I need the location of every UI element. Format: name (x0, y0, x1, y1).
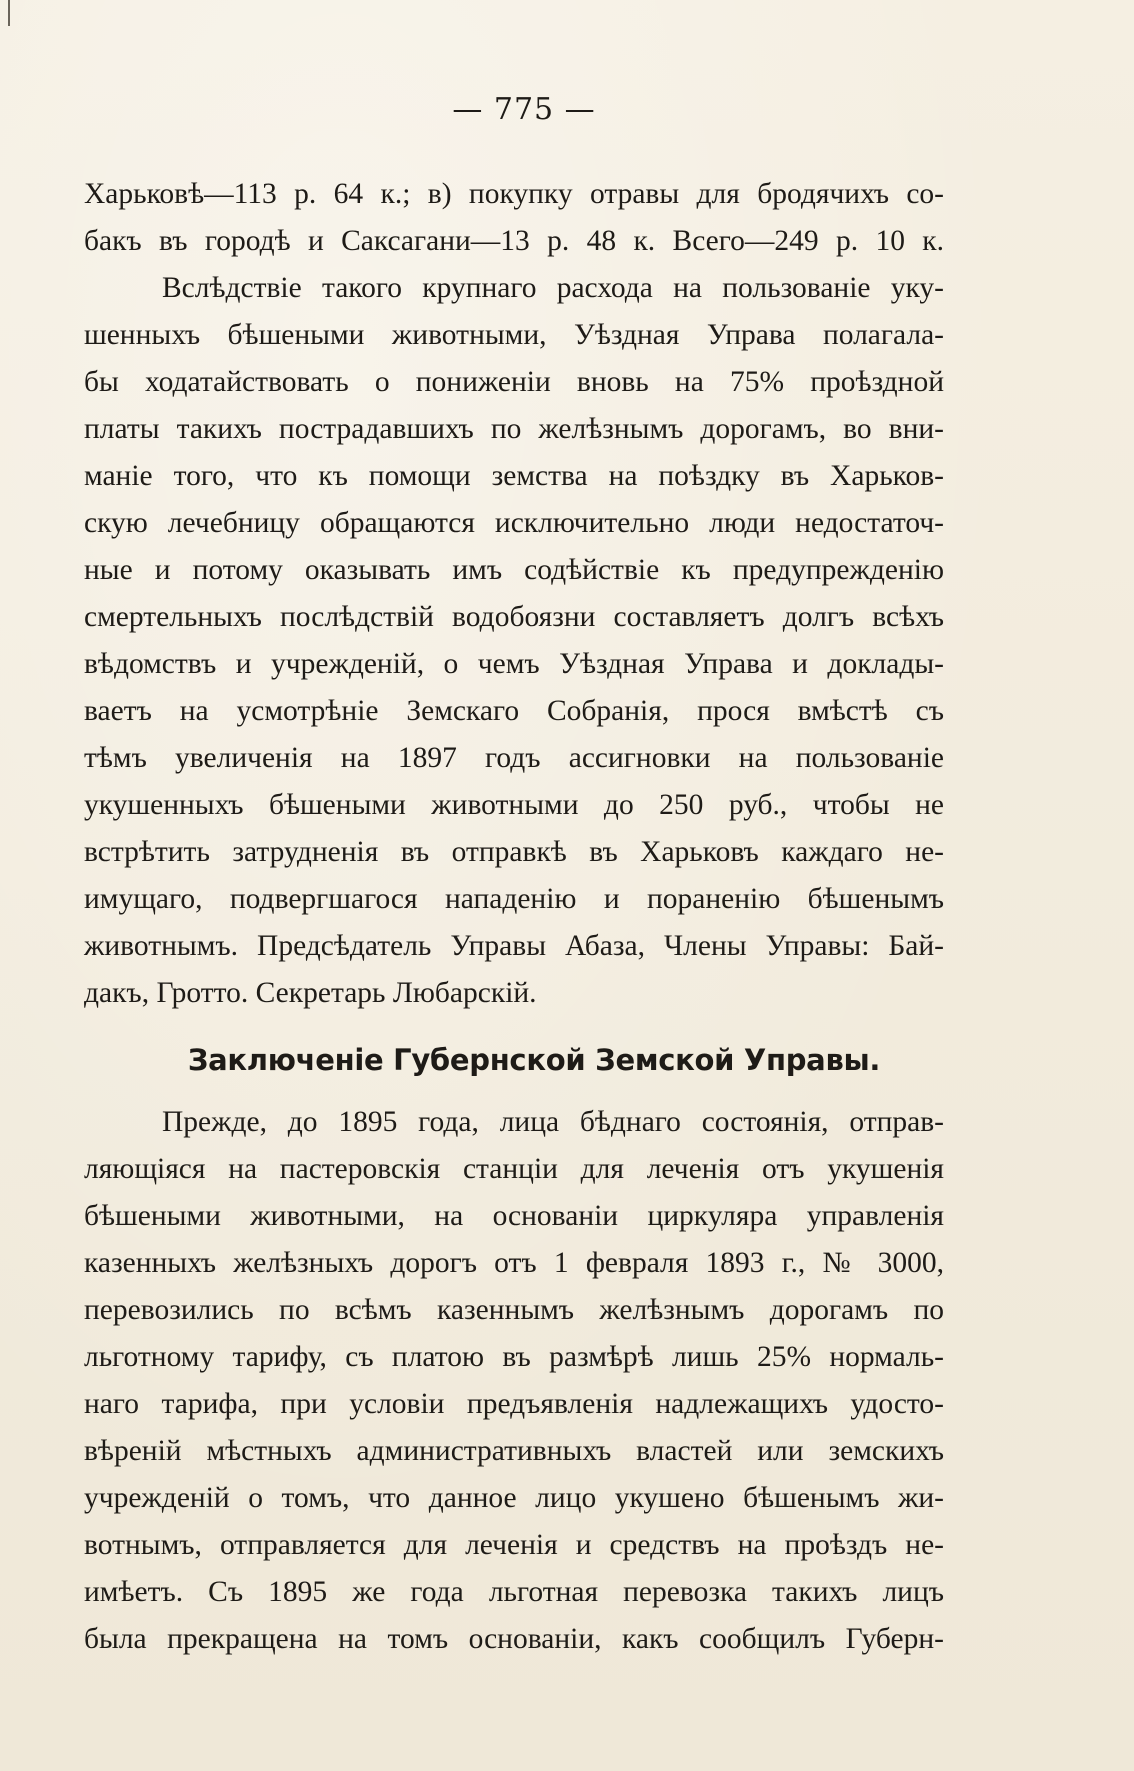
text-line: имѣетъ. Съ 1895 же года льготная перевозка такихъ лицъ (84, 1576, 944, 1608)
page-number: — 775 — (452, 92, 596, 127)
text-line: перевозились по всѣмъ казеннымъ желѣзнымъ дорогамъ по (84, 1294, 944, 1326)
text-line: маніе того, что къ помощи земства на поѣздку въ Харьков- (84, 460, 944, 492)
text-line: смертельныхъ послѣдствій водобоязни составляетъ долгъ всѣхъ (84, 601, 944, 633)
text-line: имущаго, подвергшагося нападенію и пораненію бѣшенымъ (84, 883, 944, 915)
text-line: ные и потому оказывать имъ содѣйствіе къ предупрежденію (84, 554, 944, 586)
text-line: скую лечебницу обращаются исключительно люди недостаточ- (84, 507, 944, 539)
text-line: казенныхъ желѣзныхъ дорогъ отъ 1 февраля 1893 г., № 3000, (84, 1247, 944, 1279)
paragraph-provincial-board (84, 1099, 944, 1663)
text-line: ваетъ на усмотрѣніе Земскаго Собранія, прося вмѣстѣ съ (84, 695, 944, 727)
text-line: наго тарифа, при условіи предъявленія надлежащихъ удосто- (84, 1388, 944, 1420)
text-line: вотнымъ, отправляется для леченія и средствъ на проѣздъ не- (84, 1529, 944, 1561)
text-line: дакъ, Гротто. Секретарь Любарскій. (84, 977, 537, 1009)
text-line: шенныхъ бѣшеными животными, Уѣздная Управа полагала- (84, 319, 944, 351)
section-heading: Заключеніе Губернской Земской Управы. (187, 1043, 881, 1077)
text-line: Вслѣдствіе такого крупнаго расхода на пользованіе уку- (162, 272, 944, 304)
text-line: бѣшеными животными, на основаніи циркуляра управленія (84, 1200, 944, 1232)
text-line: льготному тарифу, съ платою въ размѣрѣ лишь 25% нормаль- (84, 1341, 944, 1373)
paragraph-continuation (84, 171, 944, 265)
paragraph-district-board (84, 265, 944, 1017)
text-line: бы ходатайствовать о пониженіи вновь на 75% проѣздной (84, 366, 944, 398)
text-line: тѣмъ увеличенія на 1897 годъ ассигновки на пользованіе (84, 742, 944, 774)
text-line: укушенныхъ бѣшеными животными до 250 руб., чтобы не (84, 789, 944, 821)
page-edge-mark (8, 0, 10, 26)
text-line: животнымъ. Предсѣдатель Управы Абаза, Члены Управы: Бай- (84, 930, 944, 962)
text-line: ляющіяся на пастеровскія станціи для леченія отъ укушенія (84, 1153, 944, 1185)
text-line: вѣреній мѣстныхъ административныхъ властей или земскихъ (84, 1435, 944, 1467)
text-line: вѣдомствъ и учрежденій, о чемъ Уѣздная Управа и доклады- (84, 648, 944, 680)
text-line: платы такихъ пострадавшихъ по желѣзнымъ дорогамъ, во вни- (84, 413, 944, 445)
text-line: встрѣтить затрудненія въ отправкѣ въ Харьковъ каждаго не- (84, 836, 944, 868)
text-line: Прежде, до 1895 года, лица бѣднаго состоянія, отправ- (162, 1106, 944, 1138)
text-line: Харьковѣ—113 р. 64 к.; в) покупку отравы для бродячихъ со- (84, 178, 944, 210)
text-line: бакъ въ городѣ и Саксагани—13 р. 48 к. Всего—249 р. 10 к. (84, 225, 944, 257)
text-line: учрежденій о томъ, что данное лицо укушено бѣшенымъ жи- (84, 1482, 944, 1514)
text-line: была прекращена на томъ основаніи, какъ сообщилъ Губерн- (84, 1623, 944, 1655)
